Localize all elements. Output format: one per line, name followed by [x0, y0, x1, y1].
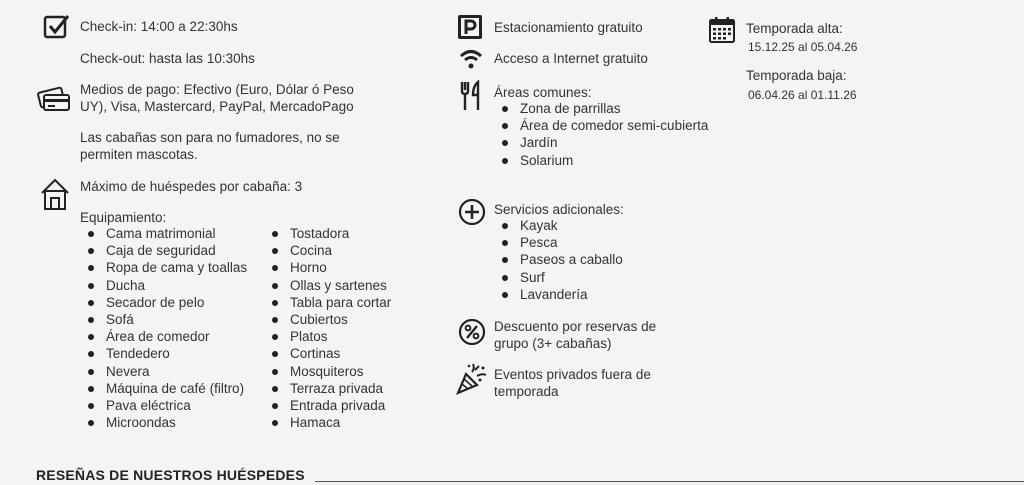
services-list [494, 217, 623, 303]
equipment-item: Horno [264, 259, 391, 276]
equipment-item: Microondas [80, 414, 247, 431]
calendar-icon [709, 16, 735, 43]
equipment-item: Entrada privada [264, 397, 391, 414]
common-area-item: Solarium [494, 152, 708, 169]
reviews-heading: RESEÑAS DE NUESTROS HUÉSPEDES [36, 467, 305, 483]
equipment-item: Mosquiteros [264, 363, 391, 380]
reviews-divider [315, 481, 1024, 482]
equipment-item: Máquina de café (filtro) [80, 380, 247, 397]
equipment-item: Tendedero [80, 345, 247, 362]
services-label: Servicios adicionales: [494, 202, 624, 217]
party-popper-icon [455, 362, 489, 396]
equipment-item: Cubiertos [264, 311, 391, 328]
service-item: Kayak [494, 217, 623, 234]
internet-text: Acceso a Internet gratuito [494, 51, 648, 66]
service-item: Surf [494, 269, 623, 286]
high-season-label: Temporada alta: [746, 21, 843, 36]
equipment-item: Área de comedor [80, 328, 247, 345]
equipment-item: Tostadora [264, 225, 391, 242]
cutlery-icon [459, 80, 483, 112]
parking-text: Estacionamiento gratuito [494, 20, 643, 35]
common-area-item: Zona de parrillas [494, 100, 708, 117]
checkin-time: Check-in: 14:00 a 22:30hs [80, 19, 238, 34]
equipment-item: Sofá [80, 311, 247, 328]
equipment-label: Equipamiento: [80, 210, 167, 225]
house-icon [40, 177, 70, 211]
no-smoking-note: Las cabañas son para no fumadores, no se permiten mascotas. [80, 130, 340, 162]
equipment-list-left [80, 225, 247, 431]
private-events: Eventos privados fuera de temporada [494, 367, 651, 399]
equipment-list-right [264, 225, 391, 431]
equipment-item: Caja de seguridad [80, 242, 247, 259]
service-item: Paseos a caballo [494, 251, 623, 268]
equipment-item: Ropa de cama y toallas [80, 259, 247, 276]
equipment-item: Tabla para cortar [264, 294, 391, 311]
common-area-item: Área de comedor semi-cubierta [494, 117, 708, 134]
equipment-item: Nevera [80, 363, 247, 380]
plus-circle-icon [458, 198, 486, 226]
equipment-item: Platos [264, 328, 391, 345]
equipment-item: Ducha [80, 277, 247, 294]
common-area-item: Jardín [494, 134, 708, 151]
percent-icon [458, 318, 486, 346]
equipment-item: Ollas y sartenes [264, 277, 391, 294]
service-item: Lavandería [494, 286, 623, 303]
equipment-item: Pava eléctrica [80, 397, 247, 414]
equipment-item: Terraza privada [264, 380, 391, 397]
common-areas-label: Áreas comunes: [494, 85, 592, 100]
equipment-item: Cama matrimonial [80, 225, 247, 242]
equipment-item: Hamaca [264, 414, 391, 431]
equipment-item: Cortinas [264, 345, 391, 362]
wifi-icon [458, 48, 484, 70]
common-areas-list [494, 100, 708, 169]
equipment-item: Secador de pelo [80, 294, 247, 311]
low-season-label: Temporada baja: [746, 68, 847, 83]
service-item: Pesca [494, 234, 623, 251]
parking-icon [457, 14, 483, 40]
credit-card-icon [36, 82, 72, 116]
checkbox-icon [43, 12, 71, 40]
low-season-dates: 06.04.26 al 01.11.26 [748, 88, 857, 102]
payment-methods: Medios de pago: Efectivo (Euro, Dólar ó Peso UY), Visa, Mastercard, PayPal, MercadoPago [80, 82, 354, 114]
high-season-dates: 15.12.25 al 05.04.26 [748, 40, 858, 54]
group-discount: Descuento por reservas de grupo (3+ cabañas) [494, 319, 657, 351]
equipment-item: Cocina [264, 242, 391, 259]
checkout-time: Check-out: hasta las 10:30hs [80, 51, 255, 66]
max-guests: Máximo de huéspedes por cabaña: 3 [80, 179, 303, 194]
